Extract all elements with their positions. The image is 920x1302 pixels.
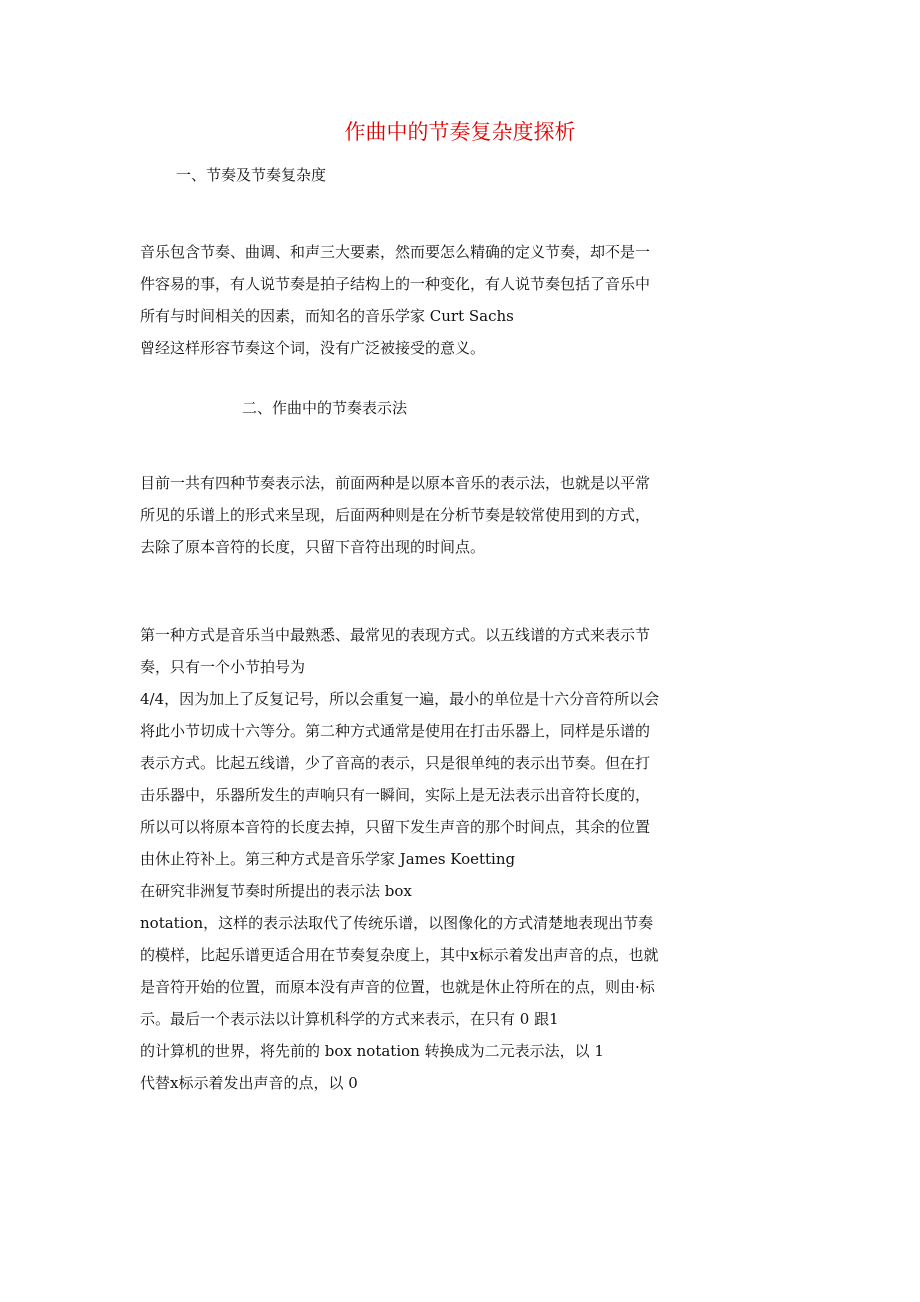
section-heading-1: 一、节奏及节奏复杂度 xyxy=(176,166,327,184)
paragraph-notation-methods xyxy=(140,619,780,1099)
text-line: 将此小节切成十六等分。第二种方式通常是使用在打击乐器上，同样是乐谱的 xyxy=(140,722,651,740)
text-line: 表示方式。比起五线谱，少了音高的表示，只是很单纯的表示出节奏。但在打 xyxy=(140,754,651,772)
text-line: 去除了原本音符的长度，只留下音符出现的时间点。 xyxy=(140,538,486,556)
text-line: 在研究非洲复节奏时所提出的表示法 box xyxy=(140,882,412,900)
text-line: 示。最后一个表示法以计算机科学的方式来表示，在只有 0 跟1 xyxy=(140,1010,559,1028)
text-line: 目前一共有四种节奏表示法，前面两种是以原本音乐的表示法，也就是以平常 xyxy=(140,474,651,492)
text-line: 所见的乐谱上的形式来呈现，后面两种则是在分析节奏是较常使用到的方式， xyxy=(140,506,651,524)
text-line: 代替x标示着发出声音的点，以 0 xyxy=(140,1074,358,1092)
text-line: 的模样，比起乐谱更适合用在节奏复杂度上，其中x标示着发出声音的点，也就 xyxy=(140,946,659,964)
text-line: 4/4，因为加上了反复记号，所以会重复一遍，最小的单位是十六分音符所以会 xyxy=(140,690,660,708)
text-line: 由休止符补上。第三种方式是音乐学家 James Koetting xyxy=(140,850,516,868)
text-line: 是音符开始的位置，而原本没有声音的位置，也就是休止符所在的点，则由·标 xyxy=(140,978,655,996)
text-line: 奏，只有一个小节拍号为 xyxy=(140,658,306,676)
section-heading-2: 二、作曲中的节奏表示法 xyxy=(242,399,408,417)
text-line: 击乐器中，乐器所发生的声响只有一瞬间，实际上是无法表示出音符长度的， xyxy=(140,786,651,804)
text-line: notation，这样的表示法取代了传统乐谱，以图像化的方式清楚地表现出节奏 xyxy=(140,914,654,932)
paragraph-rhythm-definition xyxy=(140,236,780,364)
text-line: 音乐包含节奏、曲调、和声三大要素，然而要怎么精确的定义节奏，却不是一 xyxy=(140,243,651,261)
document-title: 作曲中的节奏复杂度探析 xyxy=(344,120,576,144)
paragraph-notation-overview xyxy=(140,467,780,563)
text-line: 的计算机的世界，将先前的 box notation 转换成为二元表示法，以 1 xyxy=(140,1042,604,1060)
text-line: 第一种方式是音乐当中最熟悉、最常见的表现方式。以五线谱的方式来表示节 xyxy=(140,626,651,644)
text-line: 件容易的事，有人说节奏是拍子结构上的一种变化，有人说节奏包括了音乐中 xyxy=(140,275,651,293)
text-line: 所以可以将原本音符的长度去掉，只留下发生声音的那个时间点，其余的位置 xyxy=(140,818,651,836)
text-line: 曾经这样形容节奏这个词，没有广泛被接受的意义。 xyxy=(140,339,486,357)
text-line: 所有与时间相关的因素，而知名的音乐学家 Curt Sachs xyxy=(140,307,514,325)
